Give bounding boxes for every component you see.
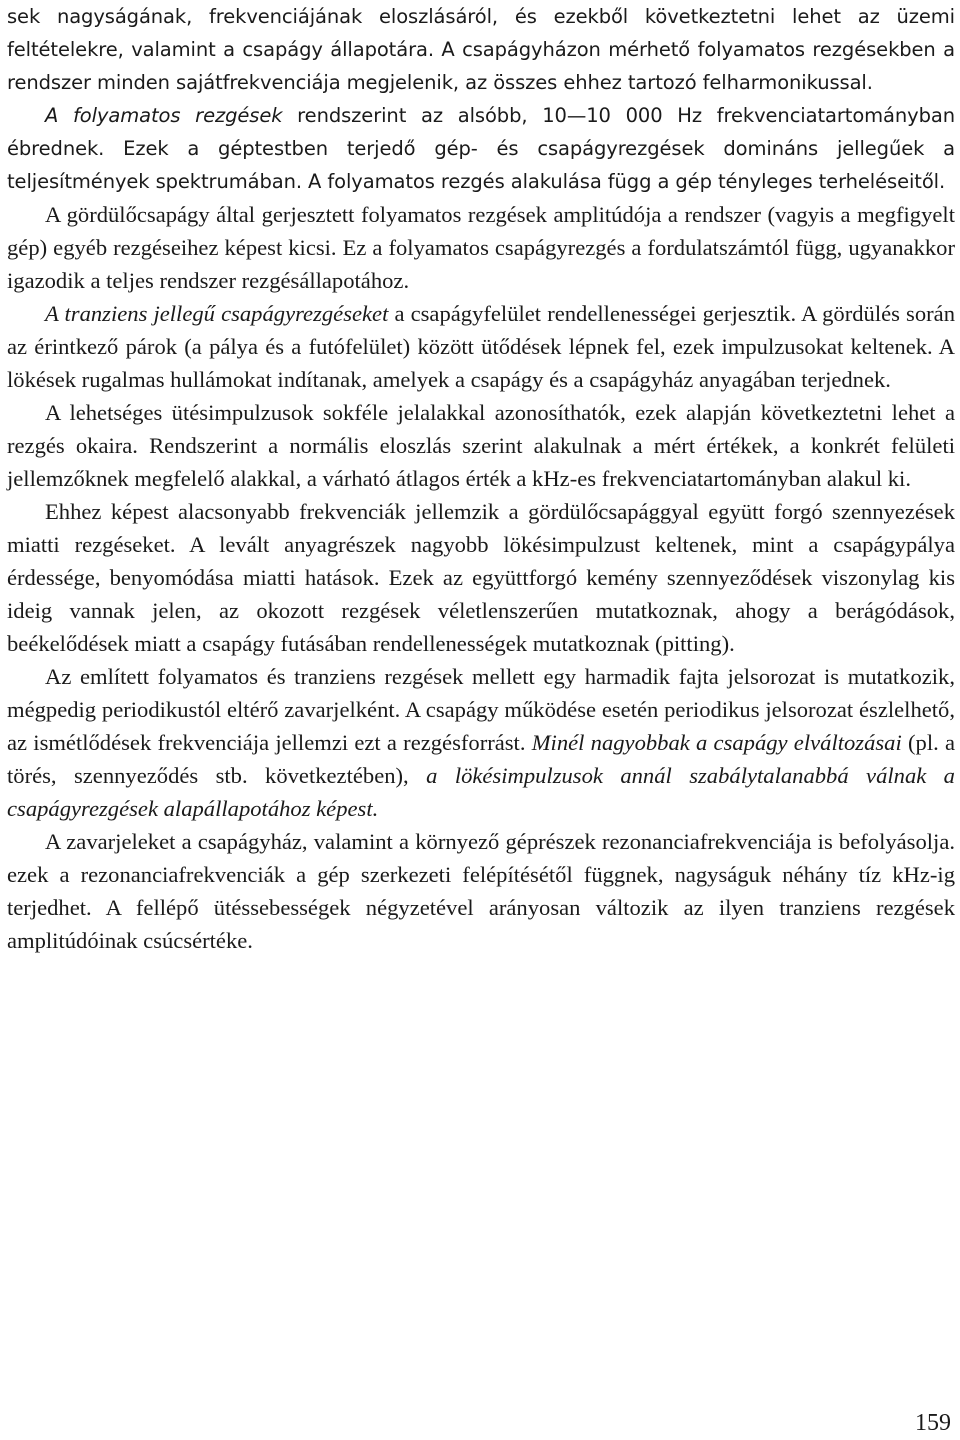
paragraph-5 — [7, 396, 955, 495]
paragraph-4-text: a csapágyfelület rendellenességei gerjesztik. A gördülés során az érintkező párok (a pálya és a futófelület) között ütődések lépnek fel, ezek impulzusokat keltenek. A lökések rugalmas hullámokat indítanak, amelyek a csapágy és a csapágyház anyagában terjednek. — [7, 301, 955, 392]
page-number: 159 — [915, 1410, 951, 1436]
paragraph-3 — [7, 198, 955, 297]
paragraph-2-emphasis: A folyamatos rezgések — [45, 104, 283, 127]
paragraph-8 — [7, 825, 955, 957]
paragraph-7 — [7, 660, 955, 825]
paragraph-7-text-b: (pl. a törés, szennyeződés stb. következtében), — [7, 730, 956, 788]
document-page — [7, 0, 955, 1440]
paragraph-7-emphasis-a: Minél nagyobbak a csapágy elváltozásai — [531, 730, 902, 755]
paragraph-1 — [7, 0, 955, 99]
paragraph-6-text: Ehhez képest alacsonyabb frekvenciák jellemzik a gördülőcsapággyal együtt forgó szennyezések miatti rezgéseket. A levált anyagrészek nagyobb lökésimpulzust keltenek, mint a csapágypálya érdessége, benyomódása miatti hatások. Ezek az együttforgó kemény szennyeződések viszonylag kis ideig vannak jelen, az okozott rezgések véletlenszerűen mutatkoznak, ahogy a berágódások, beékelődések miatt a csapágy futásában rendellenességek mutatkoznak (pitting). — [7, 499, 955, 656]
paragraph-2-text: rendszerint az alsóbb, 10—10 000 Hz frekvenciatartományban ébrednek. Ezek a géptestben terjedő gép- és csapágyrezgések domináns jellegűek a teljesítmények spektrumában. A folyamatos rezgés alakulása függ a gép tényleges terheléseitől. — [7, 104, 955, 193]
paragraph-3-text: A gördülőcsapágy által gerjesztett folyamatos rezgések amplitúdója a rendszer (vagyis a megfigyelt gép) egyéb rezgéseihez képest kicsi. Ez a folyamatos csapágyrezgés a fordulatszámtól függ, ugyanakkor igazodik a teljes rendszer rezgésállapotához. — [7, 202, 955, 293]
paragraph-4 — [7, 297, 955, 396]
paragraph-7-text-a: Az említett folyamatos és tranziens rezgések mellett egy harmadik fajta jelsorozat is mutatkozik, mégpedig periodikustól eltérő zavarjelként. A csapágy működése esetén periodikus jelsorozat észlelhető, az ismétlődések frekvenciája jellemzi ezt a rezgésforrást. — [7, 664, 955, 755]
paragraph-2 — [7, 99, 955, 198]
paragraph-7-emphasis-b: a lökésimpulzusok annál szabálytalanabbá válnak a csapágyrezgések alapállapotához képest. — [7, 763, 955, 821]
paragraph-6 — [7, 495, 955, 660]
paragraph-1-text: sek nagyságának, frekvenciájának eloszlásáról, és ezekből következtetni lehet az üzemi feltételekre, valamint a csapágy állapotára. A csapágyházon mérhető folyamatos rezgésekben a rendszer minden sajátfrekvenciája megjelenik, az összes ehhez tartozó felharmonikussal. — [7, 5, 955, 94]
paragraph-5-text: A lehetséges ütésimpulzusok sokféle jelalakkal azonosíthatók, ezek alapján következtetni lehet a rezgés okaira. Rendszerint a normális eloszlás szerint alakulnak a mért értékek, a konkrét felületi jellemzőknek megfelelő alakkal, a várható átlagos érték a kHz-es frekvenciatartományban alakul ki. — [7, 400, 955, 491]
paragraph-4-emphasis: A tranziens jellegű csapágyrezgéseket — [45, 301, 389, 326]
paragraph-8-text: A zavarjeleket a csapágyház, valamint a környező géprészek rezonanciafrekvenciája is befolyásolja. ezek a rezonanciafrekvenciák a gép szerkezeti felépítésétől függnek, nagyságuk néhány tíz kHz-ig terjedhet. A fellépő ütéssebességek négyzetével arányosan változik az ilyen tranziens rezgések amplitúdóinak csúcsértéke. — [7, 829, 955, 953]
